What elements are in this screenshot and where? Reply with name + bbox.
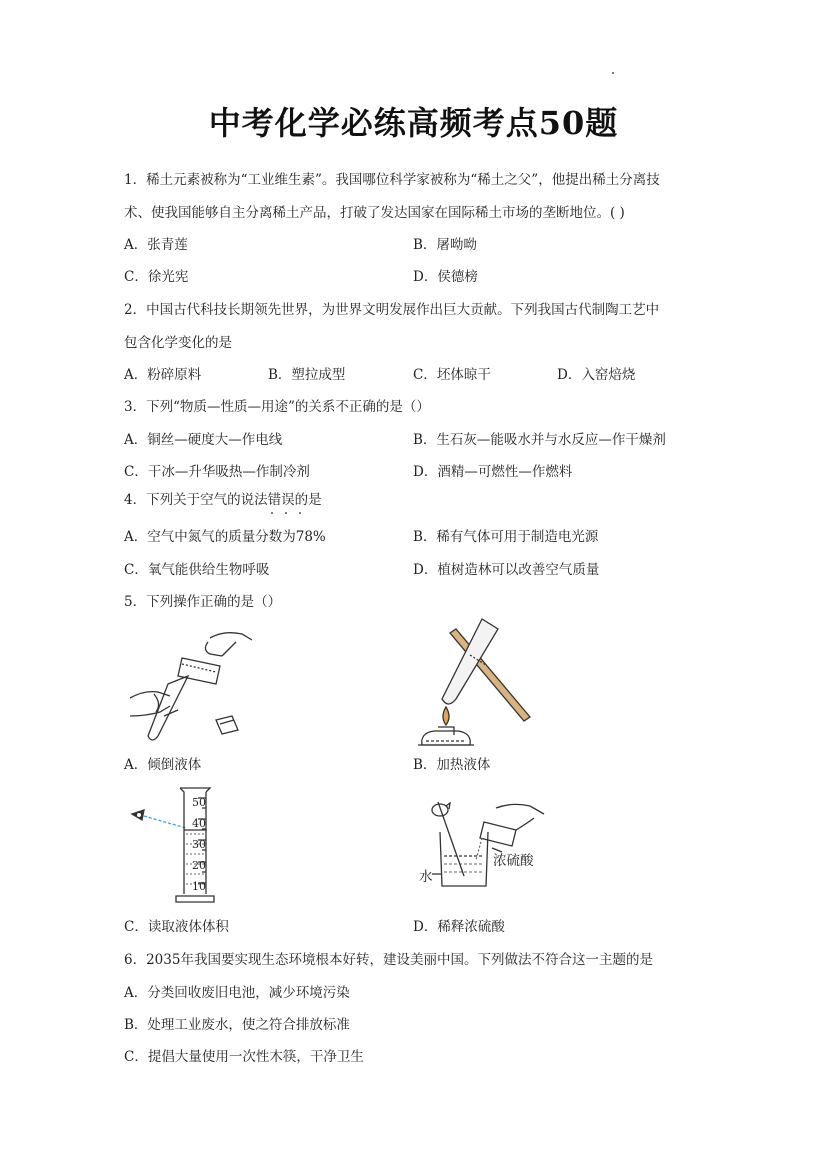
question-2-option-a: A．粉碎原料 [124,367,202,383]
acid-label: 浓硫酸 [493,853,534,869]
scan-speck [612,72,614,74]
question-4-line-1: 4．下列关于空气的说法错误的是 [124,492,322,508]
question-4-option-a: A．空气中氮气的质量分数为78% [124,529,326,545]
question-1-option-b: B．屠呦呦 [413,237,477,253]
question-6-line-1: 6．2035年我国要实现生态环境根本好转，建设美丽中国。下列做法不符合这一主题的是 [124,952,653,968]
question-3-option-d: D．酒精—可燃性—作燃料 [413,464,573,480]
cylinder-tick-30: 30 [192,838,206,851]
question-5-option-a: A．倾倒液体 [124,757,202,773]
question-5-line-1: 5．下列操作正确的是（） [124,594,282,610]
emphasis-dot [299,512,301,514]
page-title: 中考化学必练高频考点50题 [208,104,619,142]
question-1-option-c: C．徐光宪 [124,269,189,285]
question-2-line-1: 2．中国古代科技长期领先世界，为世界文明发展作出巨大贡献。下列我国古代制陶工艺中 [124,302,660,318]
graduated-cylinder-figure [124,784,224,906]
question-2-option-d: D．入窑焙烧 [557,367,636,383]
pouring-liquid-figure [124,620,264,745]
heating-liquid-figure [412,615,537,750]
question-6-option-b: B．处理工业废水，使之符合排放标准 [124,1017,350,1033]
question-4-option-d: D．植树造林可以改善空气质量 [413,562,600,578]
cylinder-tick-20: 20 [192,859,206,872]
question-1-line-1: 1．稀土元素被称为“工业维生素”。我国哪位科学家被称为“稀土之父”，他提出稀土分离技 [124,172,660,188]
cylinder-tick-40: 40 [192,817,206,830]
question-5-option-c: C．读取液体体积 [124,919,229,935]
question-1-option-d: D．侯德榜 [413,269,478,285]
water-label: 水 [419,869,433,885]
question-5-option-b: B．加热液体 [413,757,491,773]
question-3-line-1: 3．下列“物质—性质—用途”的关系不正确的是（） [124,399,430,415]
dilute-acid-figure [412,800,552,892]
question-6-option-c: C．提倡大量使用一次性木筷，干净卫生 [124,1049,364,1065]
emphasis-dot [285,512,287,514]
question-1-option-a: A．张青莲 [124,237,188,253]
question-3-option-c: C．干冰—升华吸热—作制冷剂 [124,464,310,480]
question-4-option-c: C．氧气能供给生物呼吸 [124,562,270,578]
question-5-option-d: D．稀释浓硫酸 [413,919,505,935]
question-2-line-2: 包含化学变化的是 [124,335,232,351]
question-4-option-b: B．稀有气体可用于制造电光源 [413,529,599,545]
cylinder-tick-50: 50 [192,796,206,809]
question-3-option-b: B．生石灰—能吸水并与水反应—作干燥剂 [413,432,666,448]
emphasis-dot [271,512,273,514]
question-1-line-2: 术、使我国能够自主分离稀土产品，打破了发达国家在国际稀土市场的垄断地位。( ) [124,205,625,221]
question-3-option-a: A．铜丝—硬度大—作电线 [124,432,283,448]
question-6-option-a: A．分类回收废旧电池，减少环境污染 [124,985,350,1001]
question-2-option-b: B．塑拉成型 [268,367,346,383]
cylinder-tick-10: 10 [192,880,206,893]
question-2-option-c: C．坯体晾干 [413,367,491,383]
